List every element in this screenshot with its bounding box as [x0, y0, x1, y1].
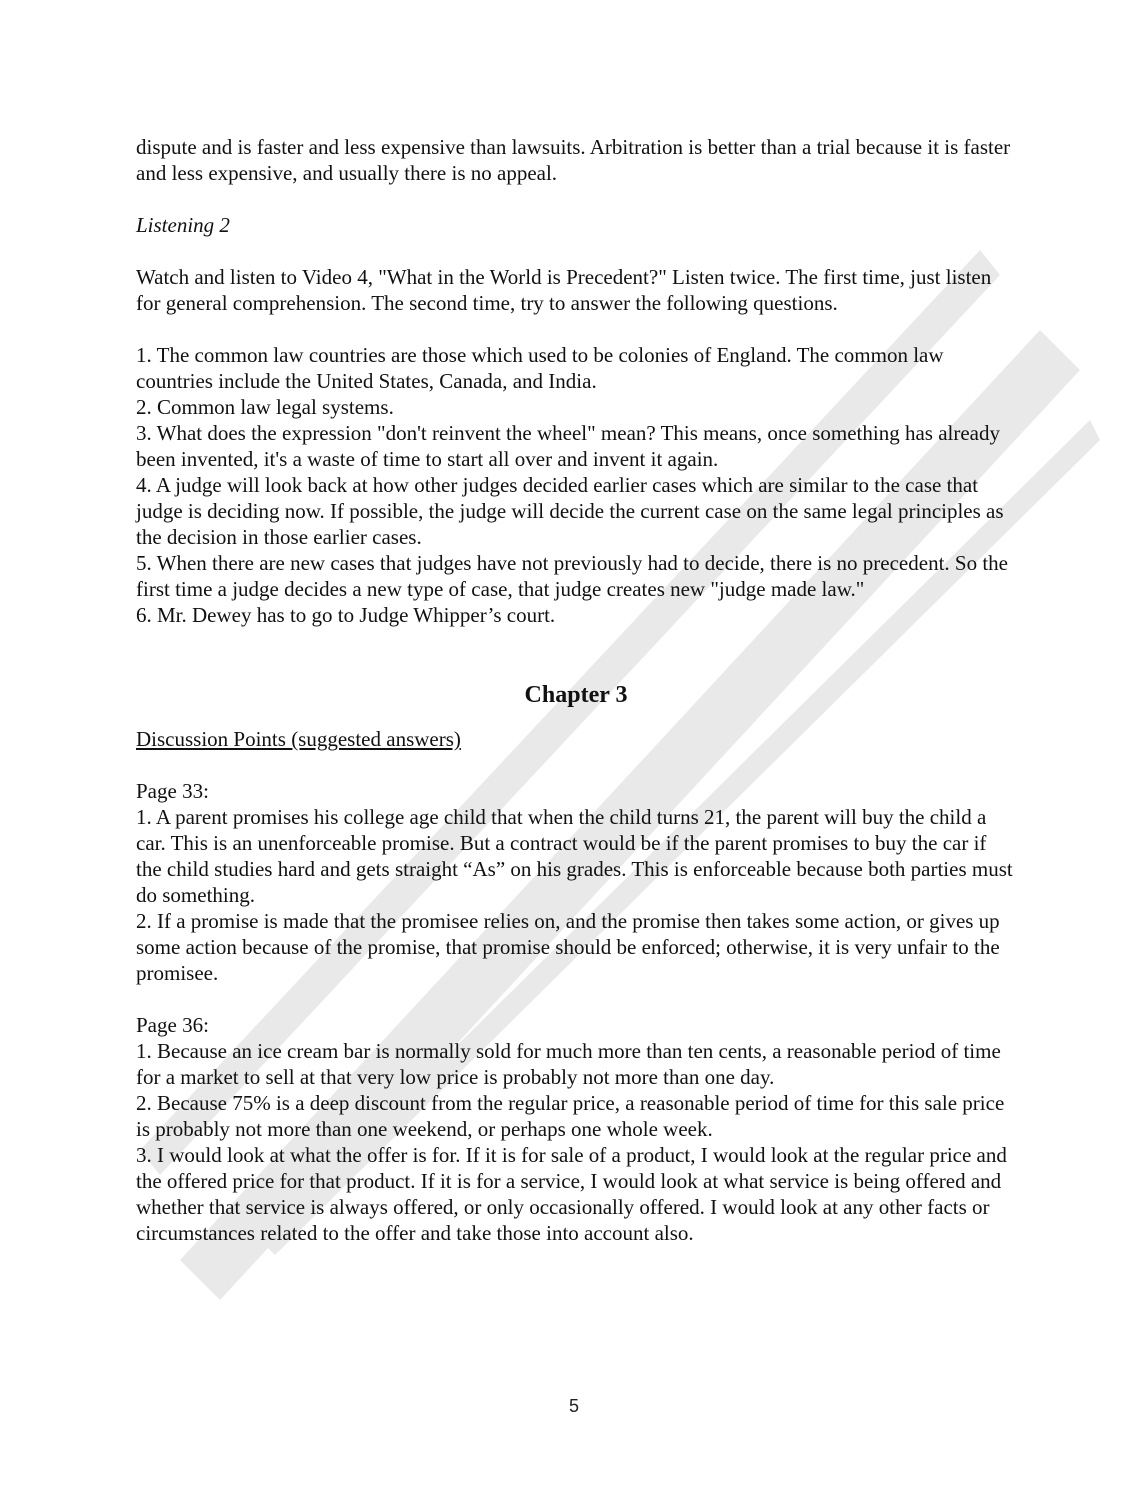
list-item: 2. Because 75% is a deep discount from the regular price, a reasonable period of time for this sale price is probably not more than one weekend, or perhaps one whole week.: [136, 1091, 1005, 1141]
list-item: 3. What does the expression "don't reinvent the wheel" mean? This means, once something has already been invented, it's a waste of time to start all over and invent it again.: [136, 421, 1000, 471]
list-item: 3. I would look at what the offer is for. If it is for sale of a product, I would look at the regular price and the offered price for that product. If it is for a service, I would look at what service is being offered and whether that service is always offered, or only occasionally offered. I would look at any other facts or circumstances related to the offer and take those into account also.: [136, 1143, 1007, 1245]
page-number: 5: [568, 1396, 579, 1416]
page36-label: Page 36:: [136, 1013, 209, 1037]
list-item: 4. A judge will look back at how other judges decided earlier cases which are similar to the case that judge is deciding now. If possible, the judge will decide the current case on the same legal principles as the decision in those earlier cases.: [136, 473, 1004, 549]
list-item: 6. Mr. Dewey has to go to Judge Whipper’s court.: [136, 603, 556, 627]
list-item: 1. A parent promises his college age child that when the child turns 21, the parent will buy the child a car. This is an unenforceable promise. But a contract would be if the parent promises to buy the car if the child studies hard and gets straight “As” on his grades. This is enforceable because both parties must do something.: [136, 805, 1013, 907]
page33-label: Page 33:: [136, 779, 209, 803]
list-item: 5. When there are new cases that judges have not previously had to decide, there is no precedent. So the first time a judge decides a new type of case, that judge creates new "judge made law.": [136, 551, 1008, 601]
list-item: 1. Because an ice cream bar is normally sold for much more than ten cents, a reasonable period of time for a market to sell at that very low price is probably not more than one day.: [136, 1039, 1001, 1089]
list-item: 2. Common law legal systems.: [136, 395, 394, 419]
discussion-heading: Discussion Points (suggested answers): [136, 727, 461, 751]
chapter-title: Chapter 3: [524, 682, 628, 708]
intro-paragraph: dispute and is faster and less expensive than lawsuits. Arbitration is better than a trial because it is faster and less expensive, and usually there is no appeal.: [136, 135, 1011, 185]
list-item: 1. The common law countries are those which used to be colonies of England. The common law countries include the United States, Canada, and India.: [136, 343, 944, 393]
listening-instructions: Watch and listen to Video 4, "What in the World is Precedent?" Listen twice. The first time, just listen for general comprehension. The second time, try to answer the following questions.: [136, 265, 992, 315]
document-body: [136, 134, 1016, 1246]
listening-heading: Listening 2: [136, 213, 230, 237]
list-item: 2. If a promise is made that the promisee relies on, and the promise then takes some action, or gives up some action because of the promise, that promise should be enforced; otherwise, it is very unfair to the promisee.: [136, 909, 1000, 985]
listening-answer-list: [136, 342, 1016, 628]
